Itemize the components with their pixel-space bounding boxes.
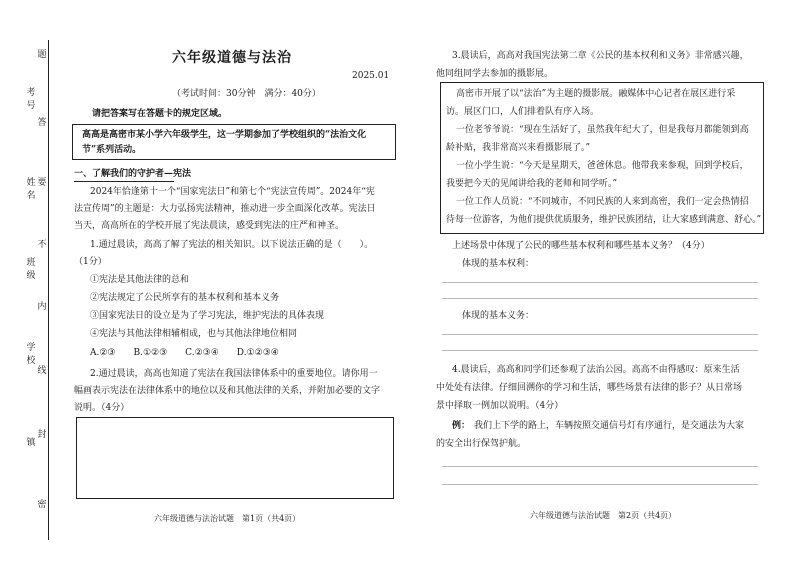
- question-1-option: ④宪法与其他法律相辅相成，也与其他法律地位相同: [90, 329, 298, 339]
- binding-label: 线: [37, 366, 47, 376]
- question-2: 2.通过晨读，高高也知道了宪法在我国法律体系中的重要地位。请你用一: [90, 369, 378, 379]
- scenario-line: 一位工作人员说：“不同城市，不同民族的人来到高密，我们一定会热情招: [456, 197, 749, 207]
- answer-line[interactable]: [442, 350, 758, 351]
- scenario-line: 访。展区门口，人们排着队有序入场。: [446, 107, 600, 117]
- question-1-score: （1分）: [74, 257, 107, 267]
- exam-info: （考试时间：30分钟 满分：40分）: [172, 89, 321, 99]
- scenario-line: 我要把今天的见闻讲给我的老师和同学听。”: [446, 179, 618, 189]
- question-3: 3.晨读后，高高对我国宪法第二章《公民的基本权利和义务》非常感兴趣，: [452, 51, 749, 61]
- answer-line[interactable]: [442, 484, 758, 485]
- exam-date: 2025.01: [352, 71, 390, 81]
- question-4: 景中择取一例加以说明。（4分）: [436, 401, 564, 411]
- answer-line[interactable]: [442, 334, 758, 335]
- duties-label: 体现的基本义务：: [462, 311, 535, 321]
- binding-label: 不: [37, 240, 47, 250]
- example-text: 我们上下学的路上，车辆按照交通信号灯有序通行，是交通法为大家: [474, 421, 745, 431]
- question-1-choices: A.②③ B.①②③ C.②③④ D.①②③④: [90, 348, 279, 358]
- exam-page-1: [62, 0, 402, 561]
- instruction: 请把答案写在答题卡的规定区域。: [92, 109, 228, 119]
- binding-field-class: 班级: [26, 258, 36, 281]
- binding-label: 答: [37, 118, 47, 128]
- binding-field-exam-number: 考号: [26, 88, 36, 111]
- page-title: 六年级道德与法治: [172, 50, 292, 66]
- scenario-line: 一位老爷爷说：“现在生活好了，虽然我年纪大了，但是我每月都能领到高: [456, 125, 749, 135]
- scenario-line: 待每一位游客，为他们提供优质服务，维护民族团结，让大家感到满意、舒心。”: [446, 215, 762, 225]
- drawing-answer-box[interactable]: [76, 417, 394, 499]
- example-label: 例：: [452, 421, 471, 431]
- question-1-option: ③国家宪法日的设立是为了学习宪法，维护宪法的具体表现: [90, 311, 325, 321]
- section-heading: 一、了解我们的守护者—宪法: [74, 169, 192, 179]
- scenario-line: 一位小学生说：“今天是星期天，爸爸休息。他带我来参观，回到学校后，: [456, 161, 749, 171]
- question-4: 4.晨读后，高高和同学们还参观了法治公园。高高不由得感叹：原来生活: [452, 365, 740, 375]
- example-text: 的安全出行保驾护航。: [436, 439, 527, 449]
- question-2: 幅画表示宪法在法律体系中的地位以及和其他法律的关系，并附加必要的文字: [74, 386, 381, 396]
- binding-label: 封: [37, 430, 47, 440]
- question-1-option: ②宪法规定了公民所享有的基本权利和基本义务: [90, 293, 280, 303]
- intro-line: 节”系列活动。: [82, 145, 142, 155]
- binding-line: [48, 40, 49, 540]
- question-2: 说明。（4分）: [74, 403, 130, 413]
- answer-line[interactable]: [442, 466, 758, 467]
- binding-field-school: 学校: [26, 343, 36, 366]
- answer-line[interactable]: [442, 282, 758, 283]
- section-underline: [74, 181, 174, 182]
- question-3: 他同组同学去参加的摄影展。: [436, 69, 554, 79]
- scenario-line: 高密市开展了以“法治”为主题的摄影展。融媒体中心记者在展区进行采: [456, 89, 736, 99]
- question-1: 1.通过晨读，高高了解了宪法的相关知识。以下说法正确的是（ ）。: [90, 240, 374, 250]
- binding-strip: [0, 0, 60, 561]
- paragraph-line: 2024年恰逢第十一个“国家宪法日”和第七个“宪法宣传周”。2024年“宪: [90, 187, 375, 197]
- answer-line[interactable]: [442, 298, 758, 299]
- intro-line: 高高是高密市某小学六年级学生，这一学期参加了学校组织的“法治文化: [82, 130, 367, 140]
- binding-field-town: 镇: [26, 438, 36, 448]
- binding-label: 密: [37, 500, 47, 510]
- binding-field-name: 姓名: [26, 178, 36, 201]
- question-4: 中处处有法律。仔细回溯你的学习和生活，哪些场景有法律的影子？从日常场: [436, 383, 743, 393]
- paragraph-line: 当天，高高所在的学校开展了宪法晨读，感受到宪法的庄严和神圣。: [74, 221, 345, 231]
- question-3-ask: 上述场景中体现了公民的哪些基本权利和哪些基本义务？（4分）: [452, 241, 710, 251]
- paragraph-line: 法宣传周”的主题是：大力弘扬宪法精神，推动进一步全面深化改革。宪法日: [74, 204, 376, 214]
- scenario-line: 龄补贴，我非常高兴来看摄影展了。”: [446, 143, 591, 153]
- binding-label: 内: [37, 302, 47, 312]
- page-footer: 六年级道德与法治试题 第2页（共4页）: [530, 511, 677, 520]
- scenario-box: [440, 82, 764, 234]
- binding-label: 题: [37, 50, 47, 60]
- question-1-option: ①宪法是其他法律的总和: [90, 275, 190, 285]
- binding-label: 要: [37, 178, 47, 188]
- page-footer: 六年级道德与法治试题 第1页（共4页）: [154, 514, 301, 523]
- exam-page-2: [412, 0, 788, 561]
- rights-label: 体现的基本权利：: [462, 259, 535, 269]
